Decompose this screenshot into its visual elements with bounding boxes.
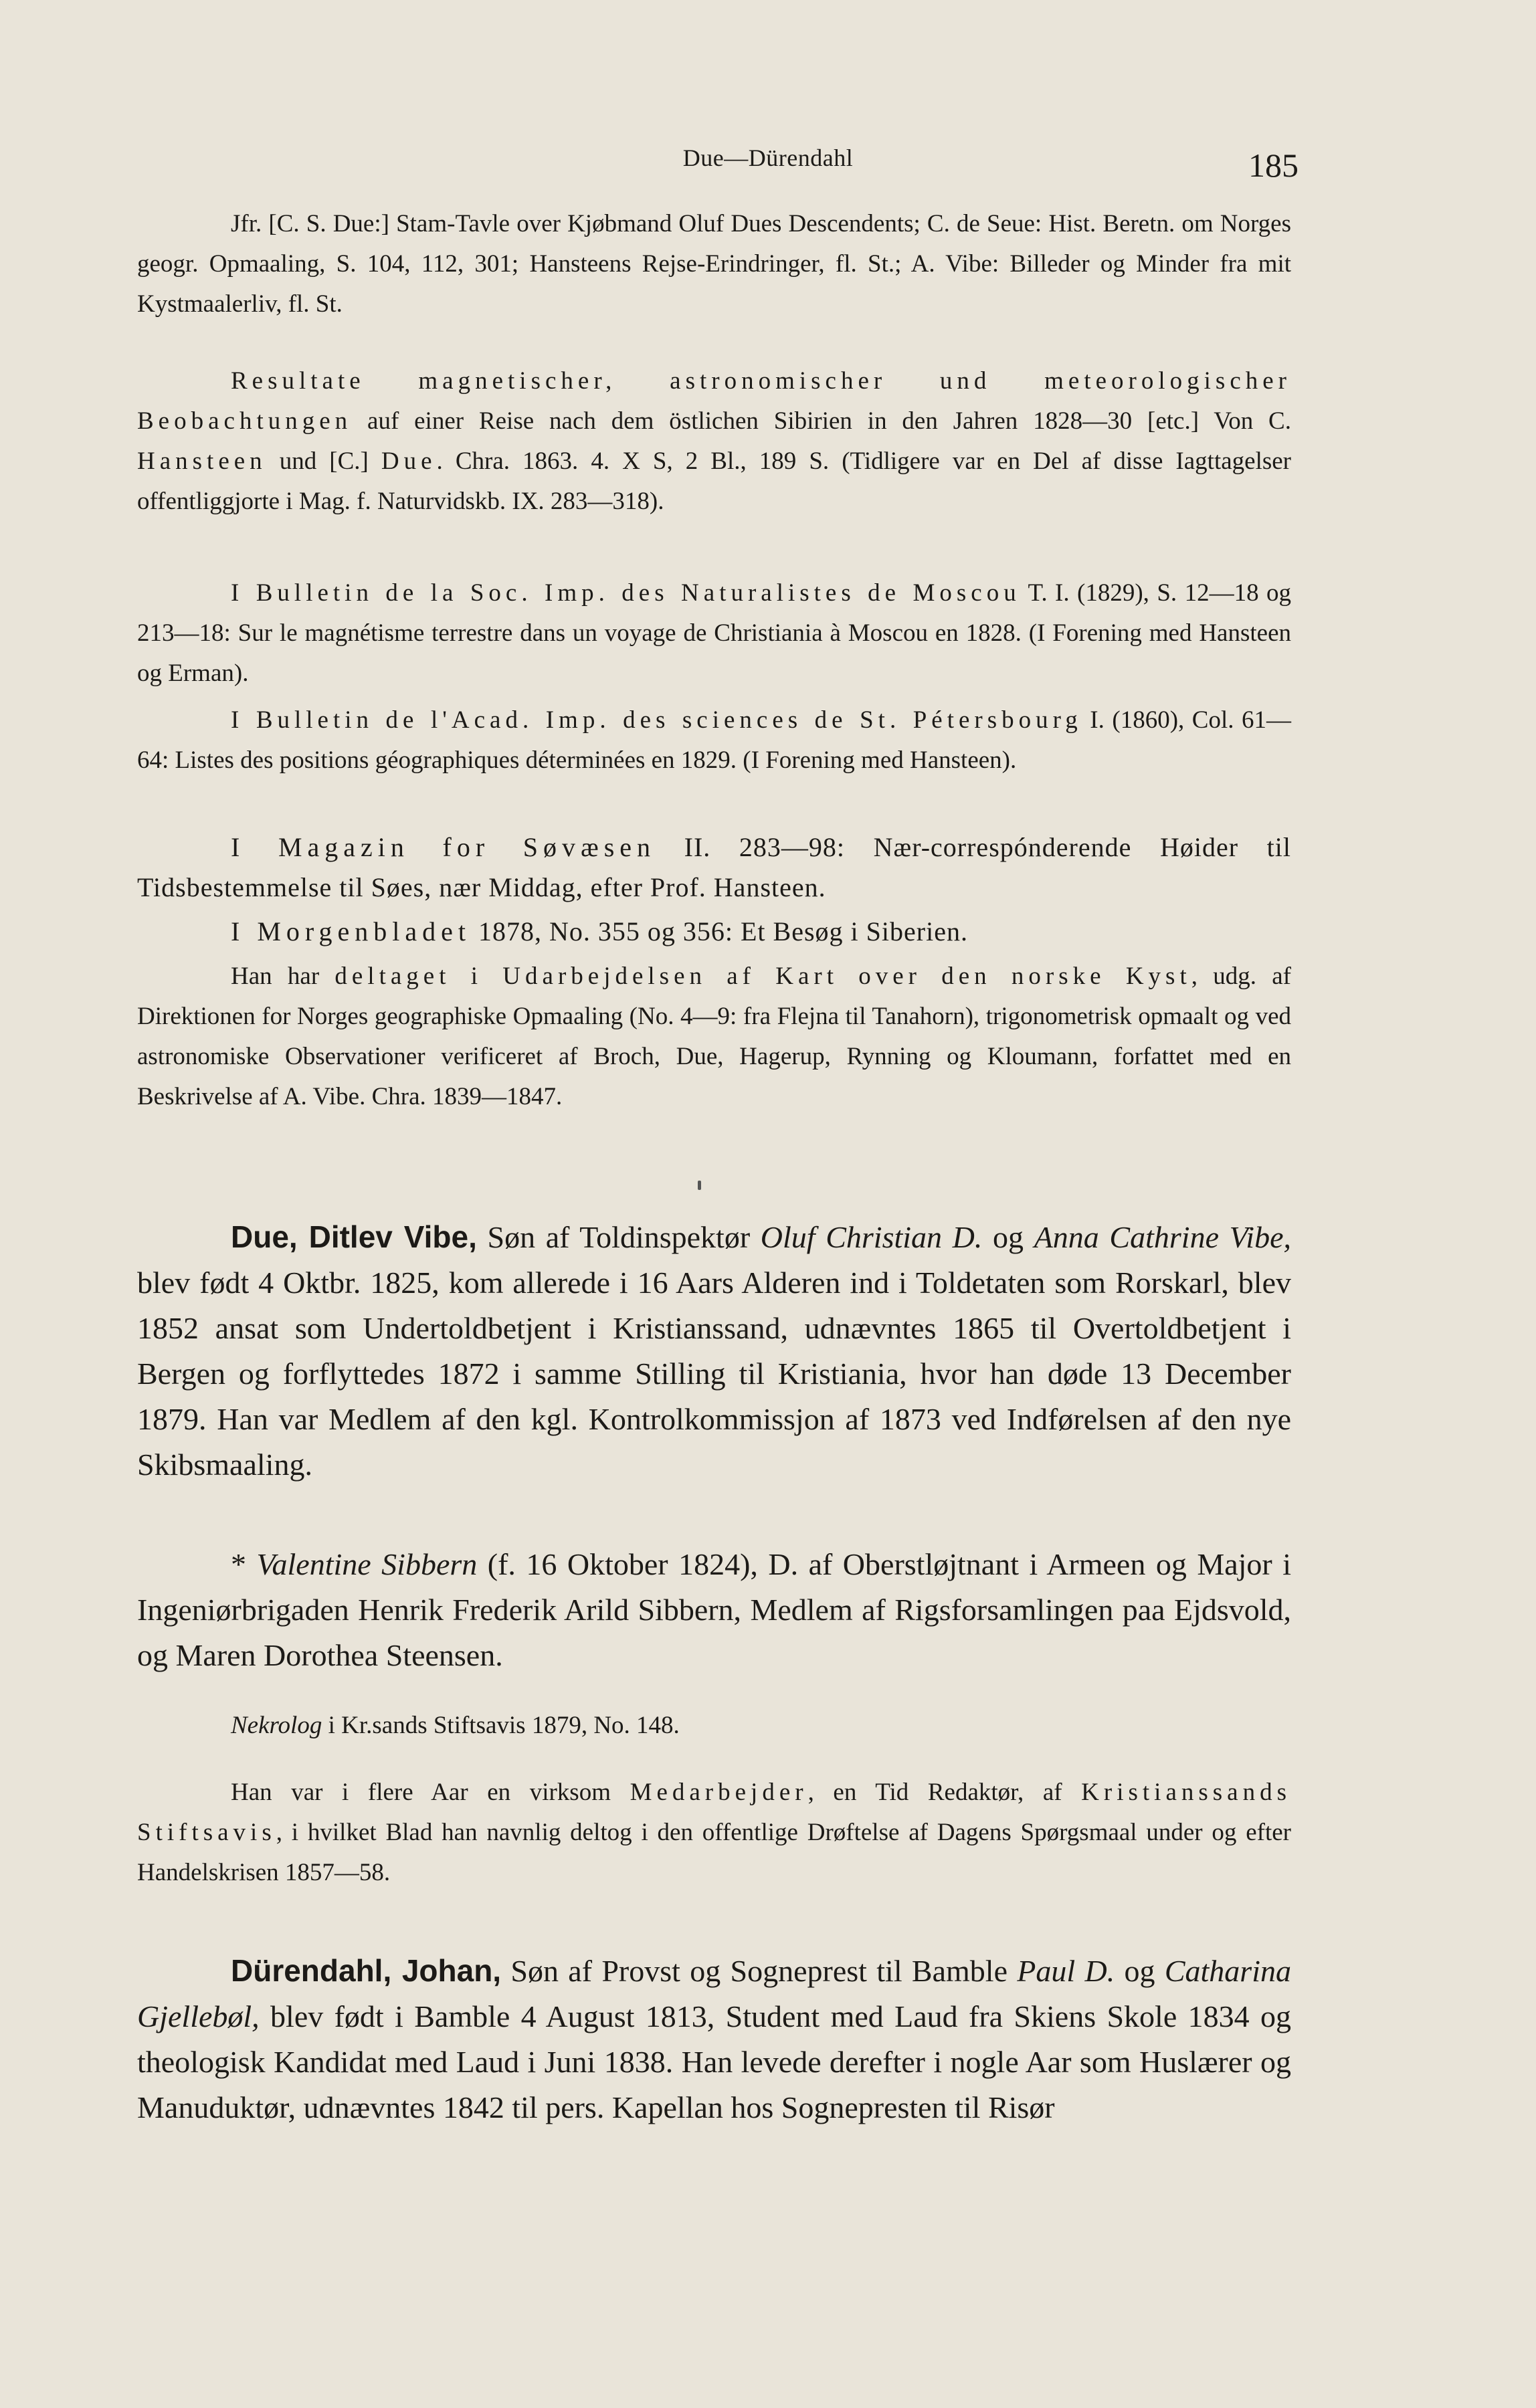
publication-paragraph-bulletin-petersbourg: I Bulletin de l'Acad. Imp. des sciences de St. Pétersbourg I. (1860), Col. 61—64: Listes des positions géographiques déterminées en 1829. (I Forening med Hansteen).	[137, 706, 1291, 774]
biography-due: Due, Ditlev Vibe, Søn af Toldinspektør Oluf Christian D. og Anna Cathrine Vibe, blev født 4 Oktbr. 1825, kom allerede i 16 Aars Alderen ind i Toldetaten som Rorskarl, blev 1852 ansat som Undertoldbetjent i Kristianssand, udnævntes 1865 til Overtoldbetjent i Bergen og forflyttedes 1872 i samme Stilling til Kristiania, hvor han døde 13 December 1879. Han var Medlem af den kgl. Kontrolkommissjon af 1873 ved Indførelsen af den nye Skibsmaaling.	[137, 1219, 1292, 1482]
author-name: Hansteen	[137, 447, 267, 475]
publication-title: Resultate magnetischer, astronomischer und meteorologischer Beobachtungen	[137, 367, 1291, 435]
biography-durendahl: Dürendahl, Johan, Søn af Provst og Sogneprest til Bamble Paul D. og Catharina Gjellebøl, blev født i Bamble 4 August 1813, Student med Laud fra Skiens Skole 1834 og theologisk Kandidat med Laud i Juni 1838. Han levede derefter i nogle Aar som Huslærer og Manuduktør, udnævntes 1842 til pers. Kapellan hos Sognepresten til Risør	[137, 1953, 1291, 2124]
newspaper-title: Kristianssands Stiftsavis	[137, 1779, 1291, 1846]
author-name: Due	[381, 447, 437, 475]
publication-paragraph-kart: Han har deltaget i Udarbejdelsen af Kart over den norske Kyst, udg. af Direktionen for Norges geographiske Opmaaling (No. 4—9: fra Flejna til Tanahorn), trigonometrisk opmaalt og ved astronomiske Observationer verificeret af Broch, Due, Hagerup, Rynning og Kloumann, forfattet med en Beskrivelse af A. Vibe. Chra. 1839—1847.	[137, 963, 1291, 1110]
entry-heading: Dürendahl, Johan,	[231, 1953, 502, 1988]
publication-paragraph-bulletin-moscou: I Bulletin de la Soc. Imp. des Naturalistes de Moscou T. I. (1829), S. 12—18 og 213—18: Sur le magnétisme terrestre dans un voyage de Christiania à Moscou en 1828. (I Forening med Hansteen og Erman).	[137, 579, 1291, 687]
reference-paragraph	[137, 204, 1291, 324]
journal-title: I Bulletin de l'Acad. Imp. des sciences de St. Pétersbourg	[231, 706, 1082, 734]
nekrolog-label: Nekrolog	[231, 1712, 322, 1739]
parent-name: Oluf Christian D.	[760, 1220, 983, 1254]
nekrolog-reference: Nekrolog i Kr.sands Stiftsavis 1879, No. 148.	[231, 1712, 680, 1739]
publication-paragraph-magazin: I Magazin for Søvæsen II. 283—98: Nær-correspónderende Høider til Tidsbestemmelse til Søes, nær Middag, efter Prof. Hansteen.	[137, 832, 1291, 902]
journal-title: I Magazin for Søvæsen	[231, 832, 656, 862]
biography-due-note: Han var i flere Aar en virksom Medarbejder, en Tid Redaktør, af Kristianssands Stiftsavis, i hvilket Blad han navnlig deltog i den offentlige Drøftelse af Dagens Spørgsmaal under og efter Handelskrisen 1857—58.	[137, 1779, 1291, 1886]
entry-heading: Due, Ditlev Vibe,	[231, 1219, 477, 1254]
work-title: deltaget i Udarbejdelsen af Kart over den norske Kyst	[334, 963, 1191, 990]
parent-name: Anna Cathrine Vibe,	[1034, 1220, 1292, 1254]
reference-text: Jfr. [C. S. Due:] Stam-Tavle over Kjøbmand Oluf Dues Descendents; C. de Seue: Hist. Beretn. om Norges geogr. Opmaaling, S. 104, 112, 301; Hansteens Rejse-Erindringer, fl. St.; A. Vibe: Billeder og Minder fra mit Kystmaalerliv, fl. St.	[137, 210, 1291, 318]
journal-title: I Morgenbladet	[231, 916, 471, 946]
parent-name: Paul D.	[1017, 1954, 1115, 1988]
journal-title: I Bulletin de la Soc. Imp. des Naturalistes de Moscou	[231, 579, 1021, 607]
running-title: Due—Dürendahl	[682, 144, 854, 171]
stray-ink-mark	[698, 1181, 701, 1190]
publication-paragraph-resultate: Resultate magnetischer, astronomischer und meteorologischer Beobachtungen auf einer Reise nach dem östlichen Sibirien in den Jahren 1828—30 [etc.] Von C. Hansteen und [C.] Due. Chra. 1863. 4. X S, 2 Bl., 189 S. (Tidligere var en Del af disse Iagttagelser offentliggjorte i Mag. f. Naturvidskb. IX. 283—318).	[137, 367, 1291, 515]
parent-name: Catharina Gjellebøl,	[137, 1954, 1291, 2033]
biography-due-spouse: * Valentine Sibbern (f. 16 Oktober 1824), D. af Oberstløjtnant i Armeen og Major i Ingeniørbrigaden Henrik Frederik Arild Sibbern, Medlem af Rigsforsamlingen paa Ejdsvold, og Maren Dorothea Steensen.	[137, 1547, 1292, 1672]
publication-paragraph-morgenbladet: I Morgenbladet 1878, No. 355 og 356: Et Besøg i Siberien.	[231, 916, 968, 946]
spouse-name: Valentine Sibbern	[256, 1547, 478, 1581]
page-number: 185	[1248, 146, 1299, 184]
